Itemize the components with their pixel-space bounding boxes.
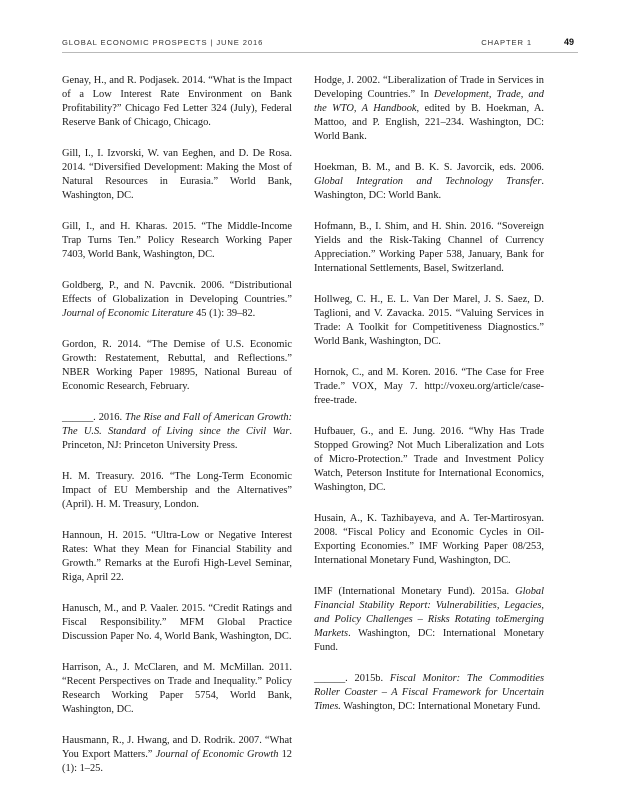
reference-entry — [62, 470, 292, 512]
reference-text: Hollweg, C. H., E. L. Van Der Marel, J. S. Saez, D. Taglioni, and V. Zavacka. 2015. “Valuing Services in Trade: A Toolkit for Competitiveness Diagnostics.” World Bank, Washington, DC. — [314, 294, 544, 347]
reference-text: Husain, A., K. Tazhibayeva, and A. Ter-Martirosyan. 2008. “Fiscal Policy and Economic Cycles in Oil-Exporting Economies.” IMF Working Paper 08/253, International Monetary Fund, Washington, DC. — [314, 513, 544, 566]
reference-entry — [62, 411, 292, 453]
reference-text: Harrison, A., J. McClaren, and M. McMillan. 2011. “Recent Perspectives on Trade and Inequality.” Policy Research Working Paper 5754, World Bank, Washington, DC. — [62, 662, 292, 715]
running-header-title: GLOBAL ECONOMIC PROSPECTS | JUNE 2016 — [62, 38, 264, 47]
references-right-column — [314, 74, 544, 731]
reference-text-tail: . Washington, DC: World Bank. — [314, 176, 544, 201]
reference-entry — [314, 425, 544, 495]
reference-entry — [62, 74, 292, 130]
reference-text: Goldberg, P., and N. Pavcnik. 2006. “Distributional Effects of Globalization in Developing Countries.” — [62, 280, 292, 305]
reference-title-italic: The Rise and Fall of American Growth: The U.S. Standard of Living since the Civil War — [62, 412, 292, 437]
reference-text: Gordon, R. 2014. “The Demise of U.S. Economic Growth: Restatement, Rebuttal, and Reflections.” NBER Working Paper 19895, National Bureau of Economic Research, February. — [62, 339, 292, 392]
reference-text: Genay, H., and R. Podjasek. 2014. “What is the Impact of a Low Interest Rate Environment on Bank Profitability?” Chicago Fed Letter 324 (July), Federal Reserve Bank of Chicago, Chicago. — [62, 75, 292, 128]
reference-entry — [62, 220, 292, 262]
reference-entry — [314, 161, 544, 203]
reference-title-italic: Global Integration and Technology Transfer — [314, 176, 542, 187]
reference-entry — [314, 220, 544, 276]
reference-entry — [314, 512, 544, 568]
page-number: 49 — [563, 37, 574, 47]
reference-entry — [314, 672, 544, 714]
reference-text-tail: , edited by B. Hoekman, A. Mattoo, and P. English, 221–234. Washington, DC: World Bank. — [314, 103, 544, 142]
reference-entry — [62, 734, 292, 776]
running-header — [62, 38, 578, 53]
reference-text: ______. 2015b. — [314, 673, 390, 684]
chapter-label: CHAPTER 1 — [481, 38, 532, 47]
reference-entry — [314, 293, 544, 349]
reference-title-italic: Development, Trade, and the WTO, A Handbook — [314, 89, 545, 114]
reference-text: Hornok, C., and M. Koren. 2016. “The Case for Free Trade.” VOX, May 7. http://voxeu.org/article/case-free-trade. — [314, 367, 544, 406]
reference-text: Gill, I., and H. Kharas. 2015. “The Middle-Income Trap Turns Ten.” Policy Research Working Paper 7403, World Bank, Washington, DC. — [62, 221, 292, 260]
reference-entry — [62, 529, 292, 585]
reference-entry — [62, 279, 292, 321]
reference-title-italic: Fiscal Monitor: The Commodities Roller Coaster – A Fiscal Framework for Uncertain Times. — [314, 673, 544, 712]
reference-text: Hofmann, B., I. Shim, and H. Shin. 2016. “Sovereign Yields and the Risk-Taking Channel of Currency Appreciation.” Working Paper 538, January, Bank for International Settlements, Basel, Switzerland. — [314, 221, 544, 274]
reference-entry — [62, 338, 292, 394]
reference-title-italic: Journal of Economic Growth — [155, 749, 279, 760]
reference-text-tail: . Princeton, NJ: Princeton University Press. — [62, 426, 292, 451]
reference-entry — [62, 661, 292, 717]
reference-text: Hodge, J. 2002. “Liberalization of Trade in Services in Developing Countries.” In — [314, 75, 544, 100]
reference-text: Gill, I., I. Izvorski, W. van Eeghen, and D. De Rosa. 2014. “Diversified Development: Making the Most of Natural Resources in Eurasia.” World Bank, Washington, DC. — [62, 148, 292, 201]
reference-text: Hoekman, B. M., and B. K. S. Javorcik, eds. 2006. — [314, 162, 544, 173]
reference-entry — [62, 147, 292, 203]
reference-text: IMF (International Monetary Fund). 2015a. — [314, 586, 516, 597]
reference-entry — [314, 585, 544, 655]
reference-text: H. M. Treasury. 2016. “The Long-Term Economic Impact of EU Membership and the Alternatives” (April). H. M. Treasury, London. — [62, 471, 292, 510]
reference-title-italic: Journal of Economic Literature — [62, 308, 194, 319]
references-left-column — [62, 74, 292, 793]
reference-entry — [314, 74, 544, 144]
reference-entry — [314, 366, 544, 408]
reference-text-tail: 12 (1): 1–25. — [62, 749, 292, 774]
reference-text-tail: Washington, DC: International Monetary Fund. — [340, 701, 541, 712]
reference-title-italic: Global Financial Stability Report: Vulnerabilities, Legacies, and Policy Challenges – Risks Rotating toEmerging Markets — [314, 586, 544, 639]
reference-text: ______. 2016. — [62, 412, 125, 423]
reference-text: Hannoun, H. 2015. “Ultra-Low or Negative Interest Rates: What they Mean for Financial Stability and Growth.” Remarks at the Eurofi High-Level Seminar, Riga, April 22. — [62, 530, 292, 583]
reference-text: Hanusch, M., and P. Vaaler. 2015. “Credit Ratings and Fiscal Responsibility.” MFM Global Practice Discussion Paper No. 4, World Bank, Washington, DC. — [62, 603, 292, 642]
reference-text-tail: . Washington, DC: International Monetary Fund. — [314, 628, 544, 653]
reference-text: Hausmann, R., J. Hwang, and D. Rodrik. 2007. “What You Export Matters.” — [62, 735, 292, 760]
reference-entry — [62, 602, 292, 644]
reference-text: Hufbauer, G., and E. Jung. 2016. “Why Has Trade Stopped Growing? Not Much Liberalization and Lots of Micro-Protection.” Trade and Investment Policy Watch, Peterson Institute for International Economics, Washington, DC. — [314, 426, 544, 493]
reference-text-tail: 45 (1): 39–82. — [193, 308, 256, 319]
